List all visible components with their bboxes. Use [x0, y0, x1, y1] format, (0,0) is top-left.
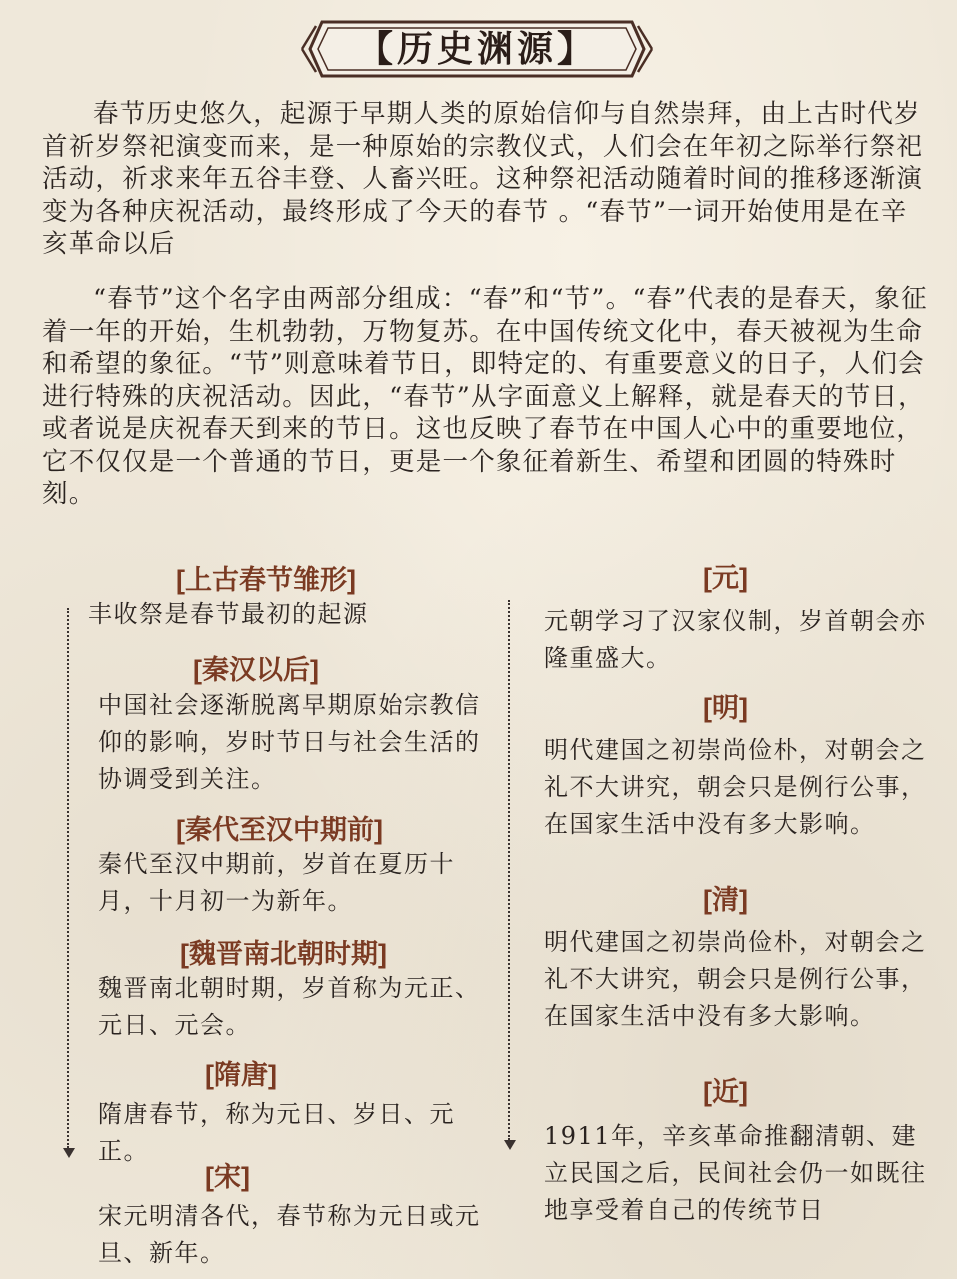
timeline-text: 中国社会逐渐脱离早期原始宗教信仰的影响，岁时节日与社会生活的协调受到关注。 — [98, 691, 481, 793]
intro-paragraph-2: “春节”这个名字由两部分组成：“春”和“节”。“春”代表的是春天，象征着一年的开始，生机勃勃，万物复苏。在中国传统文化中，春天被视为生命和希望的象征。“节”则意味着节日，即特定的、有重要意义的日子，人们会进行特殊的庆祝活动。因此，“春节”从字面意义上解释，就是春天的节日，或者说是庆祝春天到来的节日。这也反映了春节在中国人心中的重要地位，它不仅仅是一个普通的节日，更是一个象征着新生、希望和团圆的特殊时刻。 — [42, 284, 928, 509]
timeline-heading: [秦代至汉中期前] — [176, 815, 383, 845]
page-title: 【历史渊源】 — [356, 28, 597, 70]
timeline-text: 元朝学习了汉家仪制，岁首朝会亦隆重盛大。 — [544, 607, 927, 672]
timeline-line-right — [508, 600, 510, 1140]
timeline-heading: [明] — [703, 693, 748, 723]
timeline-heading: [上古春节雏形] — [176, 565, 356, 595]
timeline-arrow-left — [63, 1148, 75, 1158]
intro-paragraph-1: 春节历史悠久，起源于早期人类的原始信仰与自然崇拜，由上古时代岁首祈岁祭祀演变而来，是一种原始的宗教仪式，人们会在年初之际举行祭祀活动，祈求来年五谷丰登、人畜兴旺。这种祭祀活动随着时间的推移逐渐演变为各种庆祝活动，最终形成了今天的春节 。“春节”一词开始使用是在辛亥革命以后 — [42, 99, 924, 259]
timeline-heading: [魏晋南北朝时期] — [180, 939, 387, 969]
timeline-text: 明代建国之初崇尚俭朴，对朝会之礼不大讲究，朝会只是例行公事，在国家生活中没有多大影响。 — [544, 928, 927, 1030]
timeline-heading: [隋唐] — [205, 1060, 277, 1090]
timeline-text: 明代建国之初崇尚俭朴，对朝会之礼不大讲究，朝会只是例行公事，在国家生活中没有多大影响。 — [544, 736, 927, 838]
title-banner — [300, 18, 654, 80]
timeline-line-left — [67, 608, 69, 1148]
timeline-text: 秦代至汉中期前，岁首在夏历十月，十月初一为新年。 — [98, 850, 455, 915]
timeline-heading: [近] — [703, 1077, 748, 1107]
timeline-text: 隋唐春节，称为元日、岁日、元正。 — [98, 1100, 455, 1165]
timeline-text: 魏晋南北朝时期，岁首称为元正、元日、元会。 — [98, 974, 481, 1039]
timeline-arrow-right — [504, 1140, 516, 1150]
timeline-text: 丰收祭是春节最初的起源 — [88, 600, 369, 628]
timeline-text: 1911年，辛亥革命推翻清朝、建立民国之后，民间社会仍一如既往地享受着自己的传统节日 — [544, 1122, 927, 1224]
timeline-heading: [秦汉以后] — [193, 655, 319, 685]
timeline-heading: [宋] — [205, 1162, 250, 1192]
timeline-heading: [清] — [703, 885, 748, 915]
timeline-heading: [元] — [703, 563, 748, 593]
timeline-text: 宋元明清各代，春节称为元日或元旦、新年。 — [98, 1202, 481, 1267]
